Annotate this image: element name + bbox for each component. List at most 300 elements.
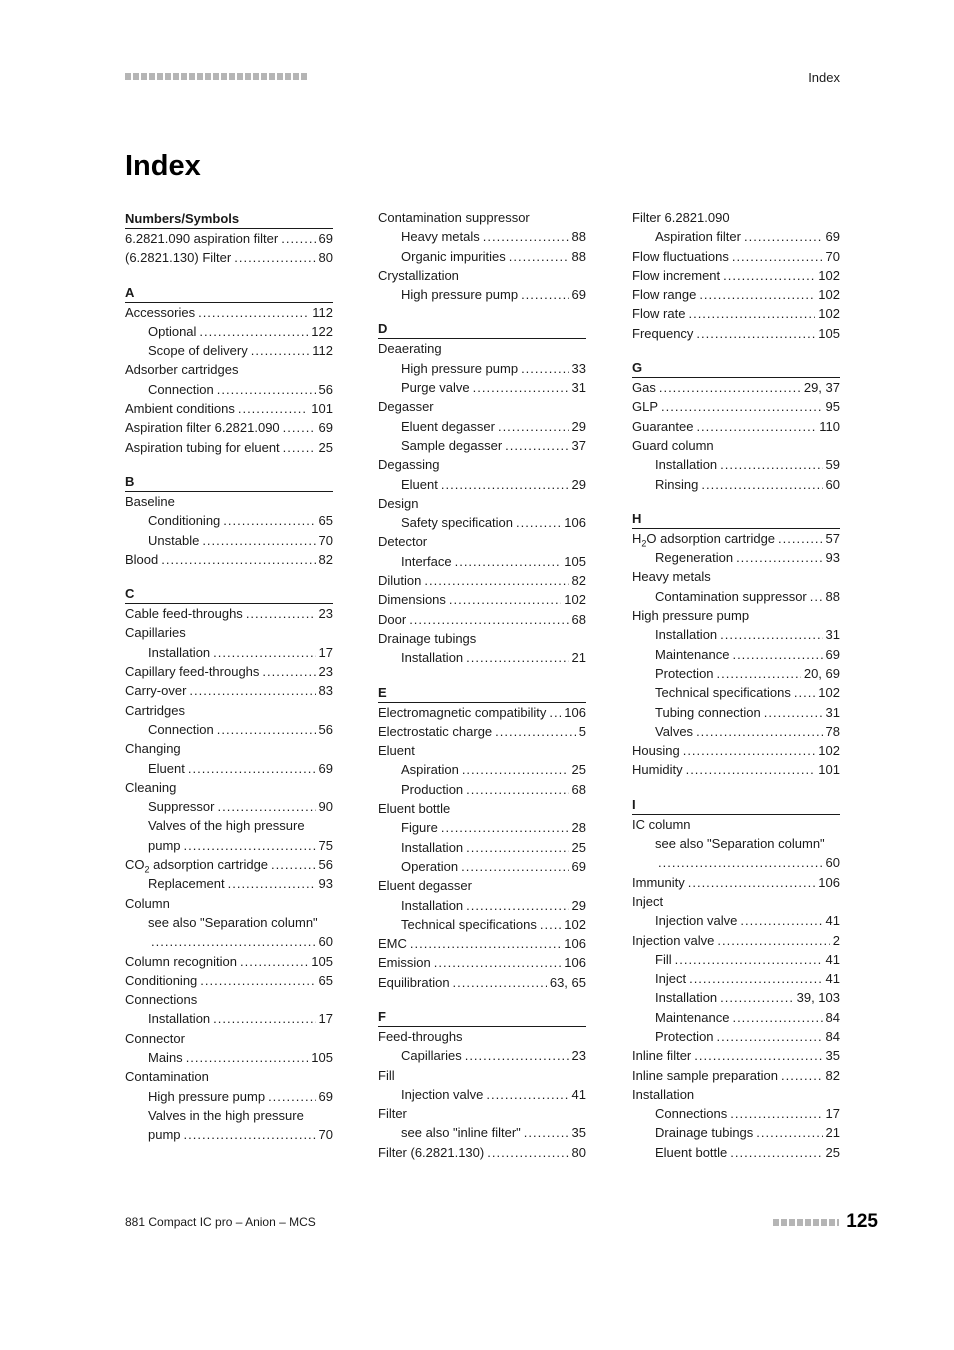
page-reference[interactable]: 20, 69: [803, 665, 840, 681]
index-entry: [632, 606, 840, 625]
index-term: Degasser: [378, 399, 434, 415]
dot-leader: [694, 1046, 822, 1065]
index-subentry: [632, 455, 840, 474]
page-title: Index: [125, 150, 201, 182]
index-subentry: [378, 417, 586, 436]
index-entry: [632, 1066, 840, 1085]
dot-leader: [487, 1143, 568, 1162]
dot-leader: [732, 1008, 822, 1027]
index-term: Connection: [148, 381, 214, 397]
dot-leader: [732, 645, 822, 664]
dot-leader: [449, 590, 561, 609]
page-reference[interactable]: 102: [818, 287, 840, 303]
page-reference[interactable]: 33: [571, 360, 586, 376]
page-reference[interactable]: 37: [571, 437, 586, 453]
page-reference[interactable]: 102: [818, 267, 840, 283]
dot-leader: [675, 950, 823, 969]
index-subentry: [125, 913, 333, 932]
page-reference[interactable]: 69: [825, 646, 840, 662]
page-reference[interactable]: 39, 103: [796, 990, 840, 1006]
dot-leader: [409, 610, 568, 629]
page-reference[interactable]: 95: [825, 399, 840, 415]
index-entry: [125, 894, 333, 913]
page-reference[interactable]: 60: [318, 934, 333, 950]
page-reference[interactable]: 105: [311, 1049, 333, 1065]
page-reference[interactable]: 69: [825, 229, 840, 245]
page-reference[interactable]: 41: [825, 913, 840, 929]
index-term: Column recognition: [125, 953, 238, 969]
page-reference[interactable]: 101: [818, 762, 840, 778]
page-reference[interactable]: 17: [318, 1011, 333, 1027]
page-reference[interactable]: 57: [825, 530, 840, 546]
index-letter-heading: C: [125, 583, 333, 604]
index-entry: [378, 1066, 586, 1085]
index-term: pump: [148, 837, 181, 853]
page-reference[interactable]: 105: [818, 325, 840, 341]
dot-leader: [410, 934, 561, 953]
index-group: [378, 318, 586, 667]
index-subentry: [378, 247, 586, 266]
page-reference[interactable]: 31: [825, 627, 840, 643]
page-reference[interactable]: 63, 65: [549, 974, 586, 990]
index-subentry: [125, 816, 333, 835]
page-reference[interactable]: 80: [318, 250, 333, 266]
index-group: [378, 1006, 586, 1162]
index-entry: [378, 532, 586, 551]
page-reference[interactable]: 25: [825, 1144, 840, 1160]
page-reference[interactable]: 23: [571, 1048, 586, 1064]
index-term: Eluent: [148, 760, 185, 776]
index-entry: [632, 247, 840, 266]
index-subentry: [125, 1048, 333, 1067]
index-term: Scope of delivery: [148, 343, 248, 359]
index-entry: [632, 1085, 840, 1104]
index-subentry: [378, 818, 586, 837]
index-term: Emission: [378, 955, 431, 971]
dot-leader: [549, 703, 561, 722]
page-reference[interactable]: 29: [571, 418, 586, 434]
index-term: Rinsing: [655, 476, 699, 492]
index-term: Aspiration filter: [655, 229, 741, 245]
index-entry: [632, 760, 840, 779]
page-reference[interactable]: 69: [571, 287, 586, 303]
index-group: [125, 208, 333, 268]
index-subentry: [378, 227, 586, 246]
page-reference[interactable]: 56: [318, 381, 333, 397]
index-term: Eluent bottle: [378, 801, 451, 817]
index-subentry: [125, 341, 333, 360]
index-subentry: [632, 1123, 840, 1142]
index-entry: [378, 953, 586, 972]
index-group: [632, 794, 840, 1162]
dot-leader: [509, 247, 569, 266]
index-term: Adsorber cartridges: [125, 362, 239, 378]
page-reference[interactable]: 105: [311, 953, 333, 969]
index-term-part: O adsorption cartridge: [646, 530, 776, 546]
page-reference[interactable]: 2: [832, 932, 840, 948]
index-term: Mains: [148, 1049, 183, 1065]
index-entry: [378, 571, 586, 590]
page-number: 125: [846, 1211, 878, 1232]
index-term: see also "Separation column": [655, 836, 825, 852]
page-reference[interactable]: 70: [318, 532, 333, 548]
index-subentry: [378, 896, 586, 915]
index-entry: [125, 855, 333, 874]
index-term: Contamination suppressor: [378, 210, 530, 225]
index-entry: [125, 1029, 333, 1048]
index-entry: [125, 303, 333, 322]
dot-leader: [441, 818, 569, 837]
index-subentry: [378, 1046, 586, 1065]
index-term: Installation: [632, 1086, 695, 1102]
index-subentry: [125, 1009, 333, 1028]
index-term: Contamination: [125, 1069, 209, 1085]
page-reference[interactable]: 102: [818, 306, 840, 322]
index-subentry: [632, 722, 840, 741]
dot-leader: [268, 1087, 315, 1106]
index-term: Protection: [655, 665, 714, 681]
page-reference[interactable]: 70: [825, 248, 840, 264]
index-subentry: [378, 760, 586, 779]
page-reference[interactable]: 21: [571, 650, 586, 666]
dot-leader: [689, 969, 822, 988]
index-subentry: [632, 475, 840, 494]
page-reference[interactable]: 56: [318, 721, 333, 737]
dot-leader: [184, 1125, 316, 1144]
footer-product: 881 Compact IC pro – Anion – MCS: [125, 1215, 316, 1229]
index-entry: [125, 952, 333, 971]
page-reference[interactable]: 21: [825, 1125, 840, 1141]
dot-leader: [223, 511, 315, 530]
dot-leader: [462, 760, 569, 779]
index-entry: [378, 494, 586, 513]
page-reference[interactable]: 82: [571, 573, 586, 589]
index-column-2: [378, 208, 586, 1162]
index-term: Ambient conditions: [125, 401, 235, 417]
index-subentry: [632, 1143, 840, 1162]
page-reference[interactable]: 17: [318, 644, 333, 660]
index-term: Heavy metals: [401, 229, 480, 245]
page-reference[interactable]: 41: [825, 951, 840, 967]
dot-leader: [283, 418, 316, 437]
index-entry: [632, 266, 840, 285]
page-reference[interactable]: 106: [564, 936, 586, 952]
index-entry: [378, 799, 586, 818]
index-entry: [378, 266, 586, 285]
page-reference[interactable]: 35: [571, 1125, 586, 1141]
page-reference[interactable]: 25: [571, 762, 586, 778]
page-reference[interactable]: 84: [825, 1028, 840, 1044]
dot-leader: [781, 1066, 823, 1085]
dot-leader: [466, 896, 568, 915]
page-reference[interactable]: 69: [318, 1088, 333, 1104]
dot-leader: [281, 229, 315, 248]
page-reference[interactable]: 101: [311, 401, 333, 417]
index-term: GLP: [632, 399, 659, 415]
index-entry: [125, 971, 333, 990]
footer-decoration: [773, 1219, 839, 1226]
dot-leader: [723, 266, 815, 285]
dot-leader: [283, 438, 316, 457]
index-entry: [125, 681, 333, 700]
page-reference[interactable]: 68: [571, 781, 586, 797]
index-term: Carry-over: [125, 683, 187, 699]
dot-leader: [434, 953, 562, 972]
page-reference[interactable]: 84: [825, 1009, 840, 1025]
dot-leader: [465, 1046, 569, 1065]
index-term: Cleaning: [125, 779, 177, 795]
index-term: Guarantee: [632, 418, 694, 434]
dot-leader: [486, 1085, 568, 1104]
dot-leader: [683, 741, 816, 760]
index-term: [632, 529, 775, 548]
page-reference[interactable]: 112: [312, 343, 333, 359]
dot-leader: [189, 681, 315, 700]
index-term: Filter (6.2821.130): [378, 1144, 485, 1160]
page-reference[interactable]: 41: [825, 971, 840, 987]
index-entry: [378, 722, 586, 741]
index-group: [125, 471, 333, 569]
index-group: [378, 682, 586, 992]
dot-leader: [217, 720, 316, 739]
index-entry: [125, 662, 333, 681]
page-reference[interactable]: 88: [571, 248, 586, 264]
page-reference[interactable]: 23: [318, 664, 333, 680]
index-term: Filter 6.2821.090: [632, 210, 730, 225]
dot-leader: [198, 303, 309, 322]
page-reference[interactable]: 105: [564, 553, 586, 569]
index-term: Cable feed-throughs: [125, 606, 243, 622]
page-reference[interactable]: 106: [564, 955, 586, 971]
page-reference[interactable]: 83: [318, 683, 333, 699]
dot-leader: [424, 571, 568, 590]
index-term: Filter: [378, 1106, 407, 1122]
page-reference[interactable]: 110: [819, 418, 840, 434]
index-term: Dimensions: [378, 592, 446, 608]
page-reference[interactable]: 25: [318, 439, 333, 455]
index-entry: [378, 876, 586, 895]
page-reference[interactable]: 69: [318, 231, 333, 246]
index-subentry: [125, 836, 333, 855]
index-term: Installation: [401, 650, 464, 666]
dot-leader: [228, 874, 316, 893]
page-reference[interactable]: 82: [318, 551, 333, 567]
index-term: Electromagnetic compatibility: [378, 704, 547, 720]
index-term: Valves: [655, 723, 694, 739]
index-term: Installation: [401, 839, 464, 855]
page-reference[interactable]: 29: [571, 476, 586, 492]
index-term: Suppressor: [148, 799, 215, 815]
index-term: Equilibration: [378, 974, 450, 990]
dot-leader: [200, 971, 315, 990]
dot-leader: [271, 855, 316, 874]
index-entry: [632, 931, 840, 950]
dot-leader: [498, 417, 569, 436]
dot-leader: [696, 324, 815, 343]
page-reference[interactable]: 69: [571, 858, 586, 874]
index-subentry: [632, 911, 840, 930]
index-subentry: [378, 285, 586, 304]
page-reference[interactable]: 35: [825, 1048, 840, 1064]
page-reference[interactable]: 93: [318, 876, 333, 892]
index-term: Flow range: [632, 287, 697, 303]
page-reference[interactable]: 102: [818, 743, 840, 759]
index-term: Connections: [655, 1106, 728, 1122]
index-subentry: [632, 969, 840, 988]
page-reference[interactable]: 106: [818, 874, 840, 890]
index-letter-heading: E: [378, 682, 586, 703]
index-term: Frequency: [632, 325, 694, 341]
page-reference[interactable]: 29: [571, 897, 586, 913]
page-reference[interactable]: 70: [318, 1127, 333, 1143]
index-subentry: [632, 625, 840, 644]
page-reference[interactable]: 122: [311, 323, 333, 339]
index-term: Installation: [401, 897, 464, 913]
page-reference[interactable]: 102: [818, 685, 840, 701]
page-reference[interactable]: 102: [564, 916, 586, 932]
dot-leader: [778, 529, 823, 548]
index-entry: [378, 1104, 586, 1123]
index-term: Replacement: [148, 876, 225, 892]
page-reference[interactable]: 23: [318, 606, 333, 622]
page-reference[interactable]: 90: [318, 799, 333, 815]
page-reference[interactable]: 5: [578, 723, 586, 739]
index-entry: [125, 990, 333, 1009]
index-term: Installation: [655, 627, 718, 643]
index-subentry: [125, 1125, 333, 1144]
page-reference[interactable]: 56: [318, 857, 333, 873]
index-entry: [632, 815, 840, 834]
dot-leader: [240, 952, 308, 971]
dot-leader: [686, 760, 816, 779]
index-group: [632, 508, 840, 780]
dot-leader: [217, 380, 316, 399]
index-subentry: [632, 703, 840, 722]
page-reference[interactable]: 59: [825, 457, 840, 473]
index-group: [125, 583, 333, 1144]
index-term: Injection valve: [401, 1086, 484, 1102]
index-term-subscript: 2: [144, 864, 150, 875]
index-term: Installation: [148, 1011, 211, 1027]
index-subentry: [632, 834, 840, 853]
index-term: High pressure pump: [401, 287, 519, 303]
index-term: High pressure pump: [148, 1088, 266, 1104]
index-entry: [378, 610, 586, 629]
index-term: Column: [125, 895, 170, 911]
page-reference[interactable]: 60: [825, 855, 840, 871]
page-reference[interactable]: 112: [312, 304, 333, 320]
dot-leader: [688, 873, 816, 892]
index-term: see also "inline filter": [401, 1125, 521, 1141]
page-reference[interactable]: 69: [318, 420, 333, 436]
index-term: High pressure pump: [401, 360, 519, 376]
page-reference[interactable]: 25: [571, 839, 586, 855]
page-reference[interactable]: 41: [571, 1086, 586, 1102]
index-entry: [632, 436, 840, 455]
index-term: (6.2821.130) Filter: [125, 250, 232, 266]
index-term: Capillaries: [125, 625, 186, 641]
dot-leader: [810, 587, 823, 606]
page-reference[interactable]: 88: [825, 588, 840, 604]
page-reference[interactable]: 93: [825, 550, 840, 566]
page-reference[interactable]: 106: [564, 515, 586, 531]
index-term: Protection: [655, 1028, 714, 1044]
page-reference[interactable]: 65: [318, 972, 333, 988]
page-reference[interactable]: 31: [571, 380, 586, 396]
index-term: Maintenance: [655, 646, 730, 662]
page-reference[interactable]: 88: [571, 229, 586, 245]
page-reference[interactable]: 82: [825, 1067, 840, 1083]
index-term: Eluent degasser: [401, 418, 495, 434]
index-entry: [378, 455, 586, 474]
index-term: Contamination suppressor: [655, 588, 807, 604]
index-term: Interface: [401, 553, 452, 569]
dot-leader: [234, 248, 315, 267]
page-reference[interactable]: 65: [318, 513, 333, 529]
index-term: Flow increment: [632, 267, 721, 283]
dot-leader: [732, 247, 823, 266]
index-term: Valves in the high pressure: [148, 1107, 304, 1123]
dot-leader: [151, 932, 316, 951]
index-term: Door: [378, 611, 407, 627]
page-reference[interactable]: 75: [318, 837, 333, 853]
page-reference[interactable]: 106: [564, 704, 586, 720]
index-subentry: [125, 797, 333, 816]
index-entry: [378, 973, 586, 992]
index-term: Maintenance: [655, 1009, 730, 1025]
dot-leader: [696, 722, 822, 741]
index-group: [378, 208, 586, 304]
index-term: Aspiration filter 6.2821.090: [125, 420, 280, 436]
index-entry: [125, 248, 333, 267]
dot-leader: [466, 648, 568, 667]
index-letter-heading: Numbers/Symbols: [125, 208, 333, 229]
index-term: Drainage tubings: [655, 1125, 754, 1141]
index-entry: [378, 397, 586, 416]
page-reference[interactable]: 102: [564, 592, 586, 608]
page-reference[interactable]: 29, 37: [803, 380, 840, 396]
dot-leader: [505, 436, 568, 455]
page-reference[interactable]: 31: [825, 704, 840, 720]
header-section-title: Index: [808, 70, 840, 85]
page-reference[interactable]: 17: [825, 1106, 840, 1122]
index-term: Technical specifications: [401, 916, 537, 932]
index-subentry: [632, 853, 840, 872]
dot-leader: [202, 531, 315, 550]
page-reference[interactable]: 60: [825, 476, 840, 492]
index-subentry: [125, 1087, 333, 1106]
page-reference[interactable]: 28: [571, 820, 586, 836]
page-reference[interactable]: 68: [571, 611, 586, 627]
index-term: Installation: [655, 990, 718, 1006]
page-reference[interactable]: 78: [825, 723, 840, 739]
dot-leader: [461, 857, 568, 876]
index-term: Degassing: [378, 457, 440, 473]
index-subentry: [378, 915, 586, 934]
index-term: Flow fluctuations: [632, 248, 729, 264]
page-reference[interactable]: 69: [318, 760, 333, 776]
dot-leader: [740, 911, 822, 930]
index-entry: [125, 623, 333, 642]
index-subentry: [378, 838, 586, 857]
index-group: [632, 357, 840, 494]
dot-leader: [699, 285, 815, 304]
index-term: Injection valve: [655, 913, 738, 929]
page-reference[interactable]: 80: [571, 1144, 586, 1160]
index-term: Capillary feed-throughs: [125, 664, 260, 680]
index-term: Regeneration: [655, 550, 734, 566]
dot-leader: [251, 341, 310, 360]
